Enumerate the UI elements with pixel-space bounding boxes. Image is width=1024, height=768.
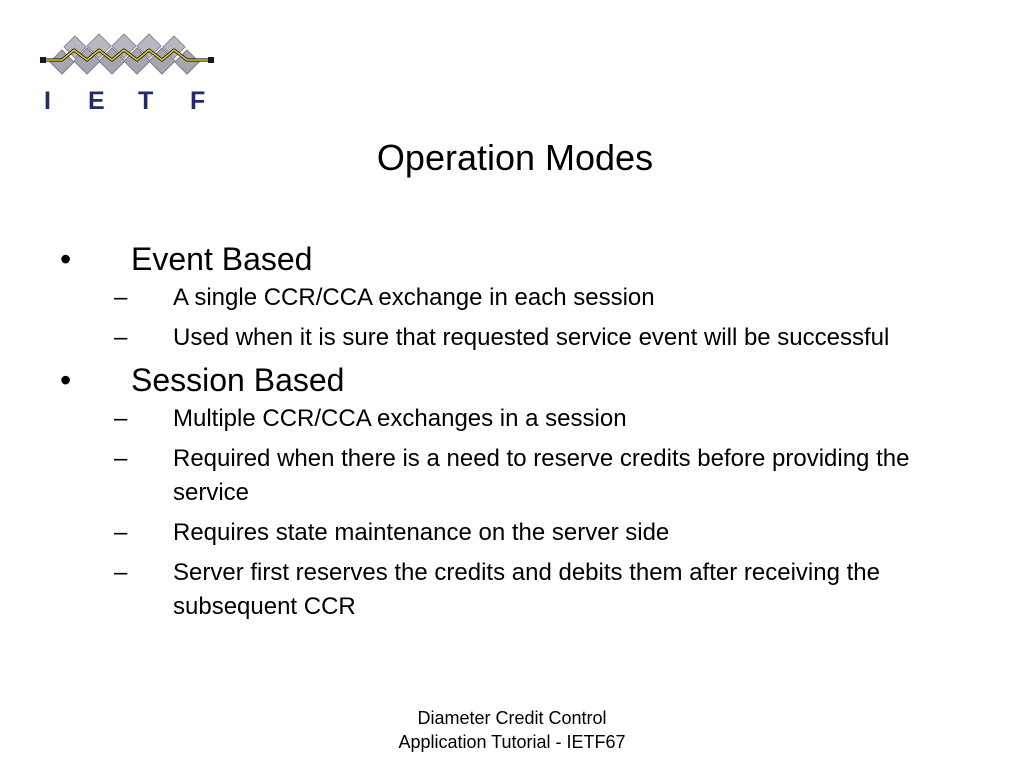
ietf-diamond-graphic bbox=[40, 30, 220, 88]
logo-letter-t: T bbox=[138, 87, 154, 115]
sub-bullet bbox=[0, 556, 1024, 624]
sub-bullet-text: Multiple CCR/CCA exchanges in a session bbox=[173, 405, 627, 432]
sub-bullet-marker: – bbox=[114, 324, 128, 351]
footer-line-1: Diameter Credit Control bbox=[417, 708, 607, 728]
bullet-marker: • bbox=[60, 241, 72, 277]
sub-bullet bbox=[0, 442, 1024, 510]
sub-bullet bbox=[0, 516, 1024, 550]
ietf-logo bbox=[40, 30, 220, 115]
ietf-letters bbox=[40, 88, 220, 114]
bullet-session-based bbox=[0, 361, 1024, 399]
bullet-heading: Session Based bbox=[131, 362, 345, 398]
bullet-event-based bbox=[0, 240, 1024, 278]
sub-bullet-text: Required when there is a need to reserve credits before providing the service bbox=[173, 445, 910, 506]
sub-bullet bbox=[0, 321, 1024, 355]
sub-bullet-marker: – bbox=[114, 519, 128, 546]
sub-bullet bbox=[0, 281, 1024, 315]
sub-bullet-marker: – bbox=[114, 445, 128, 472]
bullet-list bbox=[0, 240, 1024, 630]
sub-bullet-text: Server first reserves the credits and debits them after receiving the subsequent CCR bbox=[173, 559, 880, 620]
logo-letter-i: I bbox=[44, 87, 51, 115]
logo-letter-f: F bbox=[190, 87, 206, 115]
slide-title: Operation Modes bbox=[376, 137, 654, 178]
sub-bullet-text: A single CCR/CCA exchange in each session bbox=[173, 284, 655, 311]
sub-bullet-marker: – bbox=[114, 405, 128, 432]
bullet-marker: • bbox=[60, 362, 72, 398]
sub-bullet-text: Used when it is sure that requested service event will be successful bbox=[173, 324, 890, 351]
logo-letter-e: E bbox=[88, 87, 105, 115]
sub-bullet bbox=[0, 402, 1024, 436]
sub-bullet-marker: – bbox=[114, 284, 128, 311]
bullet-heading: Event Based bbox=[131, 241, 313, 277]
slide-footer bbox=[0, 706, 1024, 754]
sub-bullet-text: Requires state maintenance on the server side bbox=[173, 519, 670, 546]
sub-bullet-marker: – bbox=[114, 559, 128, 586]
footer-line-2: Application Tutorial - IETF67 bbox=[398, 732, 626, 752]
